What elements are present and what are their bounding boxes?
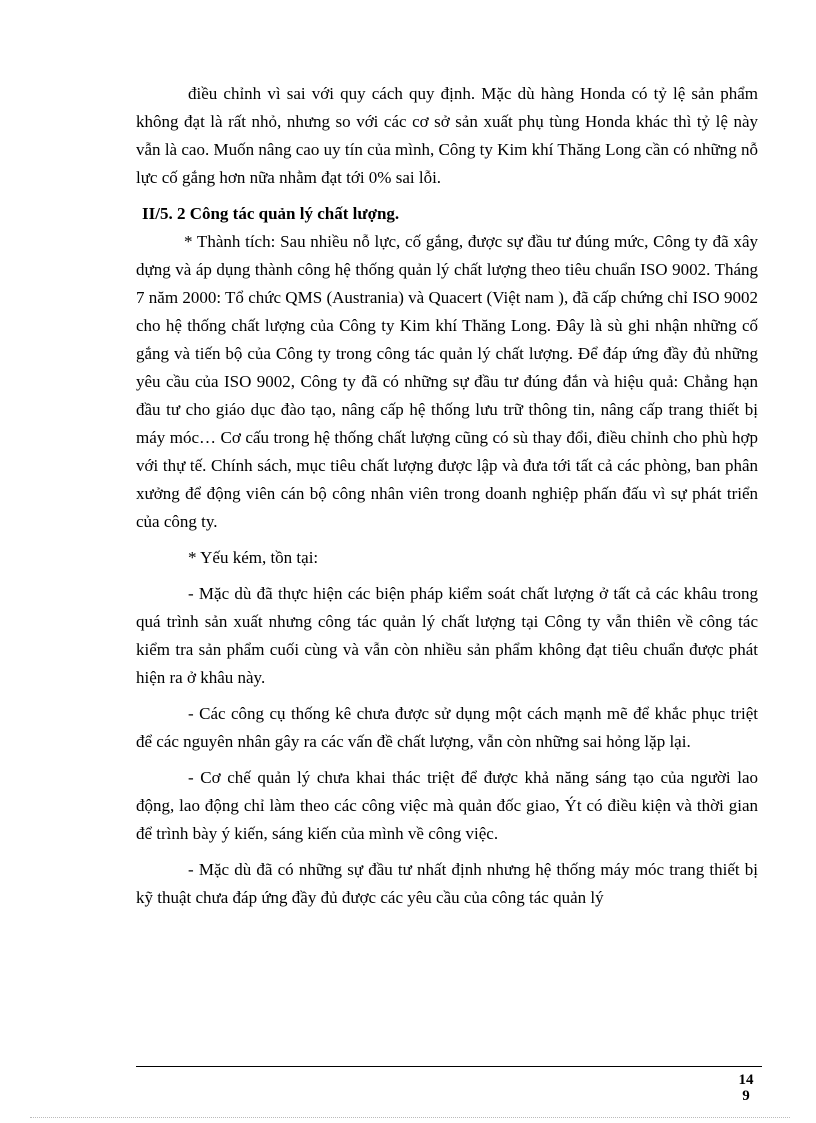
- page-bottom-border: [30, 1117, 790, 1118]
- weakness-item-2: - Các công cụ thống kê chưa được sử dụng một cách mạnh mẽ để khắc phục triệt để các nguyên nhân gây ra các vấn đề chất lượng, vẫn còn những sai hỏng lặp lại.: [136, 704, 758, 751]
- paragraph-intro: điều chỉnh vì sai với quy cách quy định. Mặc dù hàng Honda có tỷ lệ sản phẩm không đạt là rất nhỏ, nhưng so với các cơ sở sản xuất phụ tùng Honda khác thì tỷ lệ này vẫn là cao. Muốn nâng cao uy tín của mình, Công ty Kim khí Thăng Long cần có những nỗ lực cố gắng hơn nữa nhằm đạt tới 0% sai lỗi.: [136, 84, 758, 187]
- page-number: 149: [738, 1072, 754, 1104]
- footer-divider: [136, 1066, 762, 1067]
- paragraph-achievements: * Thành tích: Sau nhiều nỗ lực, cố gắng, được sự đầu tư đúng mức, Công ty đã xây dựng và áp dụng thành công hệ thống quản lý chất lượng theo tiêu chuẩn ISO 9002. Tháng 7 năm 2000: Tổ chức QMS (Austrania) và Quacert (Việt nam ), đã cấp chứng chỉ ISO 9002 cho hệ thống chất lượng của Công ty Kim khí Thăng Long. Đây là sù ghi nhận những cố gắng và tiến bộ của Công ty trong công tác quản lý chất lượng. Để đáp ứng đầy đủ những yêu cầu của ISO 9002, Công ty đã có những sự đầu tư đúng đắn và hiệu quả: Chẳng hạn đầu tư cho giáo dục đào tạo, nâng cấp hệ thống lưu trữ thông tin, nâng cấp trang thiết bị máy móc… Cơ cấu trong hệ thống chất lượng cũng có sù thay đổi, điều chỉnh cho phù hợp với thự tế. Chính sách, mục tiêu chất lượng được lập và đưa tới tất cả các phòng, ban phân xưởng để động viên cán bộ công nhân viên trong doanh nghiệp phấn đấu vì sự phát triển của công ty.: [136, 232, 758, 531]
- weakness-item-1: - Mặc dù đã thực hiện các biện pháp kiểm soát chất lượng ở tất cả các khâu trong quá trình sản xuất nhưng công tác quản lý chất lượng tại Công ty vẫn thiên về công tác kiểm tra sản phẩm cuối cùng và vẫn còn nhiều sản phẩm không đạt tiêu chuẩn được phát hiện ra ở khâu này.: [136, 584, 758, 687]
- weakness-item-3: - Cơ chế quản lý chưa khai thác triệt để được khả năng sáng tạo của người lao động, lao động chỉ làm theo các công việc mà quản đốc giao, Ýt có điều kiện và thời gian để trình bày ý kiến, sáng kiến của mình về công việc.: [136, 768, 758, 843]
- weakness-item-4: - Mặc dù đã có những sự đầu tư nhất định nhưng hệ thống máy móc trang thiết bị kỹ thuật chưa đáp ứng đầy đủ được các yêu cầu của công tác quản lý: [136, 860, 758, 907]
- weakness-title: * Yếu kém, tồn tại:: [188, 548, 319, 567]
- page-content: [136, 80, 758, 912]
- section-heading: II/5. 2 Công tác quản lý chất lượng.: [142, 204, 400, 223]
